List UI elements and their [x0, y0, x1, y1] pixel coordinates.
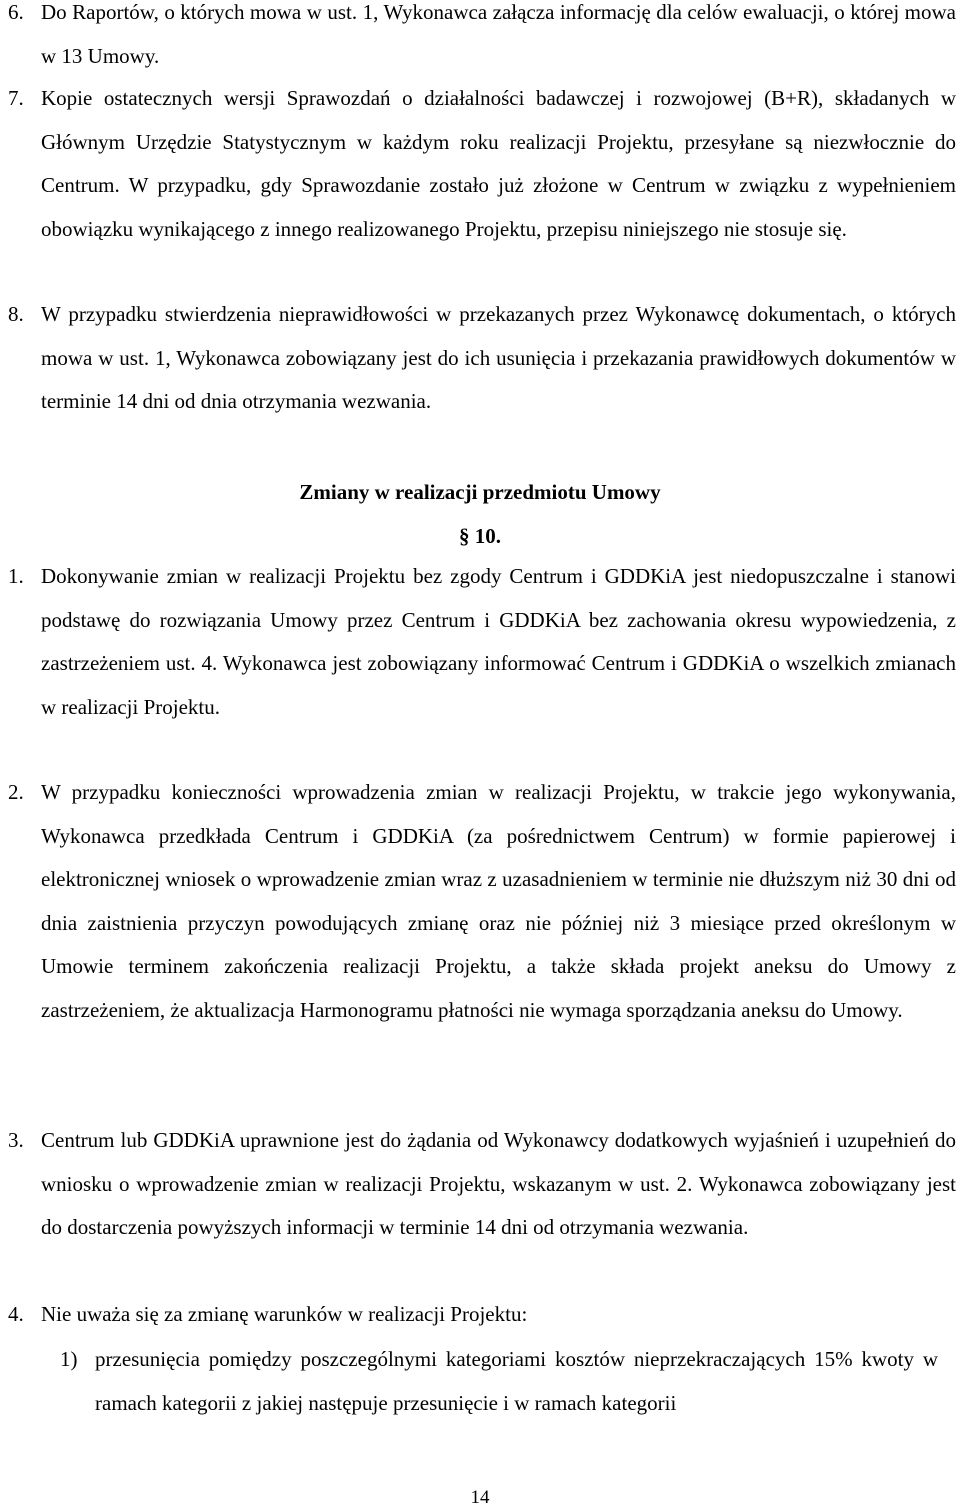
section-item-1: [8, 555, 956, 729]
list-item-7: [8, 77, 956, 251]
page-number: 14: [470, 1487, 490, 1508]
list-item-text: Centrum lub GDDKiA uprawnione jest do żądania od Wykonawcy dodatkowych wyjaśnień i uzupełnień do wniosku o wprowadzenie zmian w realizacji Projektu, wskazanym w ust. 2. Wykonawca zobowiązany jest do dostarczenia powyższych informacji w terminie 14 dni od otrzymania wezwania.: [41, 1128, 956, 1239]
list-item-6: [8, 0, 956, 78]
list-item-text: Nie uważa się za zmianę warunków w realizacji Projektu:: [41, 1302, 528, 1326]
sub-item-1: [60, 1338, 938, 1425]
list-item-number: 8.: [8, 302, 24, 326]
list-item-number: 3.: [8, 1128, 24, 1152]
list-item-number: 1.: [8, 564, 24, 588]
sub-item-number: 1): [60, 1347, 78, 1371]
section-item-4: [8, 1293, 956, 1337]
list-item-number: 6.: [8, 0, 24, 24]
list-item-number: 2.: [8, 780, 24, 804]
list-item-text: Dokonywanie zmian w realizacji Projektu bez zgody Centrum i GDDKiA jest niedopuszczalne i stanowi podstawę do rozwiązania Umowy przez Centrum i GDDKiA bez zachowania okresu wypowiedzenia, z zastrzeżeniem ust. 4. Wykonawca jest zobowiązany informować Centrum i GDDKiA o wszelkich zmianach w realizacji Projektu.: [41, 564, 956, 719]
list-item-text: Do Raportów, o których mowa w ust. 1, Wykonawca załącza informację dla celów ewaluacji, o której mowa w 13 Umowy.: [41, 0, 956, 68]
sub-item-text: przesunięcia pomiędzy poszczególnymi kategoriami kosztów nieprzekraczających 15% kwoty w ramach kategorii z jakiej następuje przesunięcie i w ramach kategorii: [95, 1347, 938, 1415]
list-item-text: W przypadku stwierdzenia nieprawidłowości w przekazanych przez Wykonawcę dokumentach, o których mowa w ust. 1, Wykonawca zobowiązany jest do ich usunięcia i przekazania prawidłowych dokumentów w terminie 14 dni od dnia otrzymania wezwania.: [41, 302, 956, 413]
list-item-8: [8, 293, 956, 424]
section-item-3: [8, 1119, 956, 1250]
list-item-text: Kopie ostatecznych wersji Sprawozdań o działalności badawczej i rozwojowej (B+R), składanych w Głównym Urzędzie Statystycznym w każdym roku realizacji Projektu, przesyłane są niezwłocznie do Centrum. W przypadku, gdy Sprawozdanie zostało już złożone w Centrum w związku z wypełnieniem obowiązku wynikającego z innego realizowanego Projektu, przepisu niniejszego nie stosuje się.: [41, 86, 956, 241]
list-item-text: W przypadku konieczności wprowadzenia zmian w realizacji Projektu, w trakcie jego wykonywania, Wykonawca przedkłada Centrum i GDDKiA (za pośrednictwem Centrum) w formie papierowej i elektronicznej wniosek o wprowadzenie zmian wraz z uzasadnieniem w terminie nie dłuższym niż 30 dni od dnia zaistnienia przyczyn powodujących zmianę oraz nie później niż 3 miesiące przed określonym w Umowie terminem zakończenia realizacji Projektu, a także składa projekt aneksu do Umowy z zastrzeżeniem, że aktualizacja Harmonogramu płatności nie wymaga sporządzania aneksu do Umowy.: [41, 780, 956, 1022]
section-paragraph-number: § 10.: [459, 524, 501, 548]
section-title: Zmiany w realizacji przedmiotu Umowy: [299, 480, 661, 504]
list-item-number: 4.: [8, 1302, 24, 1326]
section-item-2: [8, 771, 956, 1032]
list-item-number: 7.: [8, 86, 24, 110]
